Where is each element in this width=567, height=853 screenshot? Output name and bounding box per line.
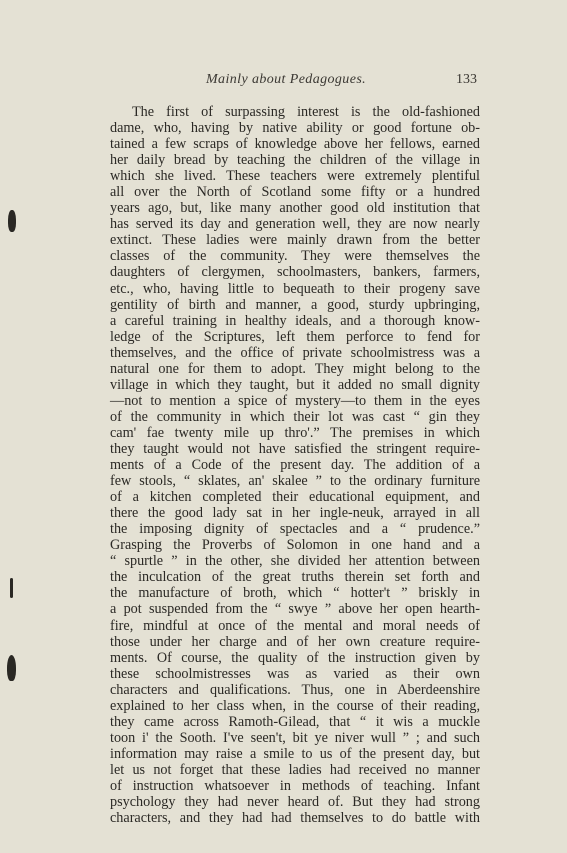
text-line: Grasping the Proverbs of Solomon in one hand and a bbox=[110, 537, 480, 554]
text-line: ments of a Code of the present day. The addition of a bbox=[110, 457, 480, 474]
text-line: tained a few scraps of knowledge above her fellows, earned bbox=[110, 136, 480, 153]
text-line: few stools, “ sklates, an' skalee ” to the ordinary furniture bbox=[110, 473, 480, 490]
text-line: ledge of the Scriptures, left them perforce to fend for bbox=[110, 328, 480, 345]
text-line: these schoolmistresses was as varied as their own bbox=[110, 665, 480, 682]
text-line: etc., who, having little to bequeath to their progeny save bbox=[110, 280, 480, 297]
text-line: cam' fae twenty mile up thro'.” The premises in which bbox=[110, 424, 480, 441]
text-line: the imposing dignity of spectacles and a “ prudence.” bbox=[110, 521, 480, 538]
text-line: years ago, but, like many another good old institution that bbox=[110, 200, 480, 217]
text-line: of a kitchen completed their educational equipment, and bbox=[110, 489, 480, 506]
page-number: 133 bbox=[456, 72, 477, 87]
text-line: characters, and they had had themselves to do battle with bbox=[110, 810, 480, 827]
margin-ink-mark bbox=[7, 655, 16, 681]
text-line: those under her charge and of her own creature require- bbox=[110, 633, 480, 650]
text-line: has served its day and generation well, they are now nearly bbox=[110, 216, 480, 233]
text-line: dame, who, having by native ability or good fortune ob- bbox=[110, 120, 480, 137]
running-title: Mainly about Pedagogues. bbox=[206, 72, 367, 87]
text-line: characters and qualifications. Thus, one in Aberdeenshire bbox=[110, 681, 480, 698]
margin-ink-mark bbox=[8, 210, 16, 232]
text-line: toon i' the Sooth. I've seen't, bit ye niver wull ” ; and such bbox=[110, 729, 480, 746]
text-line: the manufacture of broth, which “ hotter't ” briskly in bbox=[110, 585, 480, 602]
text-line: extinct. These ladies were mainly drawn from the better bbox=[110, 232, 480, 249]
text-line: classes of the community. They were themselves the bbox=[110, 248, 480, 265]
text-line: all over the North of Scotland some fifty or a hundred bbox=[110, 184, 480, 201]
margin-ink-mark bbox=[10, 578, 13, 598]
text-line: the inculcation of the great truths therein set forth and bbox=[110, 569, 480, 586]
text-line: they came across Ramoth-Gilead, that “ it wis a muckle bbox=[110, 713, 480, 730]
text-line: natural one for them to adopt. They might belong to the bbox=[110, 360, 480, 377]
text-line: a pot suspended from the “ swye ” above her open hearth- bbox=[110, 601, 480, 618]
text-line: which she lived. These teachers were extremely plentiful bbox=[110, 168, 480, 185]
text-line: of instruction whatsoever in methods of teaching. Infant bbox=[110, 777, 480, 794]
text-line: let us not forget that these ladies had received no manner bbox=[110, 761, 480, 778]
text-line: themselves, and the office of private schoolmistress was a bbox=[110, 344, 480, 361]
text-line: a careful training in healthy ideals, and a thorough know- bbox=[110, 312, 480, 329]
text-line: her daily bread by teaching the children of the village in bbox=[110, 152, 480, 169]
text-line: psychology they had never heard of. But they had strong bbox=[110, 794, 480, 811]
text-line: daughters of clergymen, schoolmasters, bankers, farmers, bbox=[110, 264, 480, 281]
text-line: there the good lady sat in her ingle-neuk, arrayed in all bbox=[110, 505, 480, 522]
page-header bbox=[0, 72, 567, 92]
text-line: explained to her class when, in the course of their reading, bbox=[110, 697, 480, 714]
text-line: ments. Of course, the quality of the instruction given by bbox=[110, 649, 480, 666]
text-line: —not to mention a spice of mystery—to them in the eyes bbox=[110, 392, 480, 409]
text-line: village in which they taught, but it added no small dignity bbox=[110, 376, 480, 393]
text-line: The first of surpassing interest is the old-fashioned bbox=[132, 104, 480, 120]
body-paragraph bbox=[110, 104, 480, 826]
text-line: “ spurtle ” in the other, she divided her attention between bbox=[110, 553, 480, 570]
text-line: information may raise a smile to us of the present day, but bbox=[110, 745, 480, 762]
text-line: gentility of birth and manner, a good, sturdy upbringing, bbox=[110, 296, 480, 313]
text-line: fire, mindful at once of the mental and moral needs of bbox=[110, 617, 480, 634]
text-line: they taught would not have satisfied the stringent require- bbox=[110, 440, 480, 457]
text-line: of the community in which their lot was cast “ gin they bbox=[110, 408, 480, 425]
